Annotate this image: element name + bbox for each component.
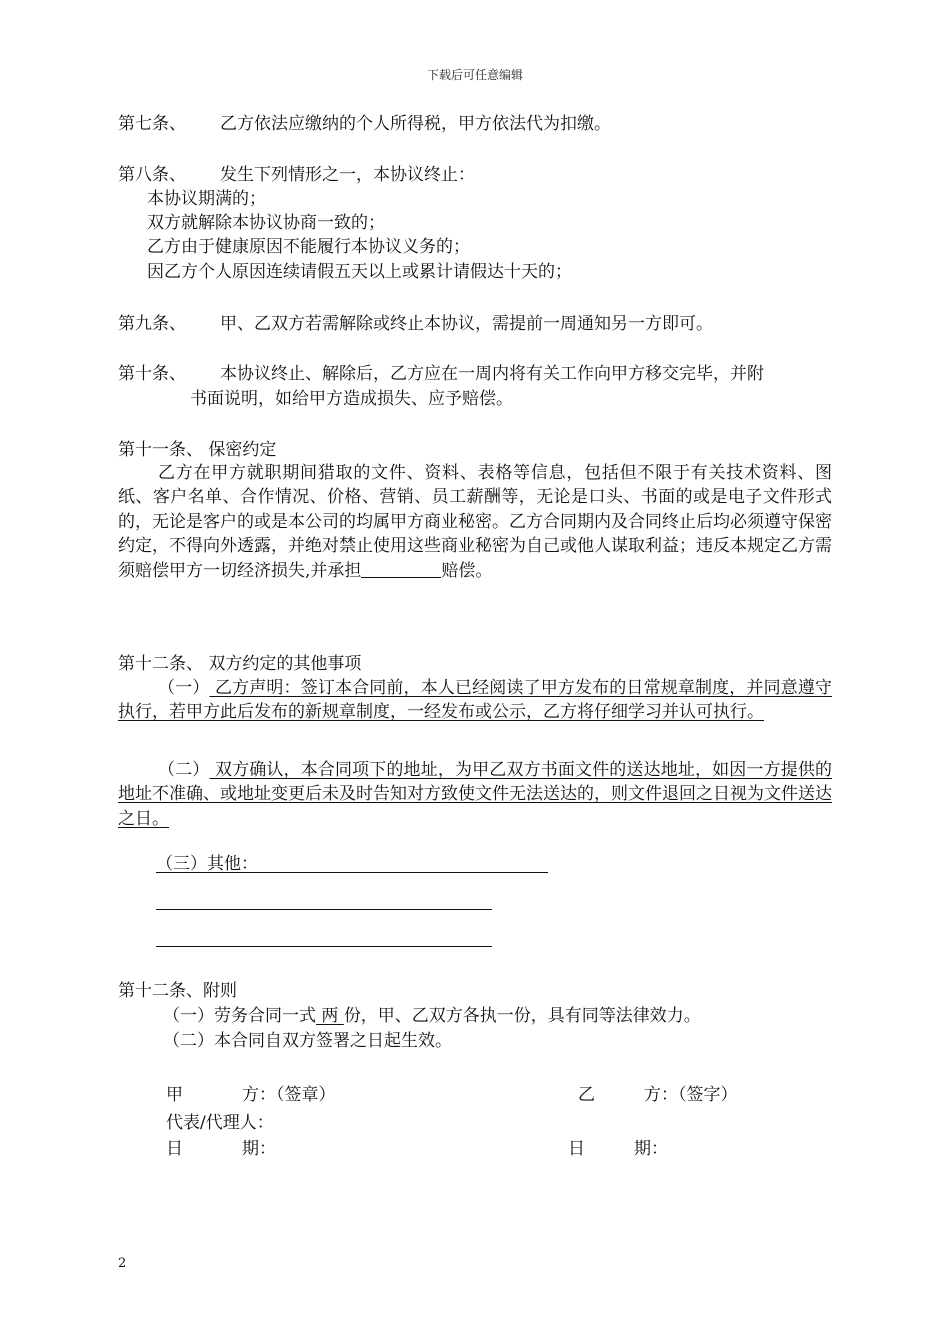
other-blank-line[interactable] [156, 872, 548, 873]
item-2-text: 双方确认，本合同项下的地址，为甲乙双方书面文件的送达地址，如因一方提供的地址不准确、或地址变更后未及时告知对方致使文件无法送达的，则文件退回之日视为文件送达之日。 [118, 760, 833, 829]
appendix-item-2: （二）本合同自双方签署之日起生效。 [163, 1031, 452, 1051]
party-a-label-2: 方：（签章） [242, 1085, 336, 1105]
appendix-title: 第十二条、附则 [118, 981, 237, 1001]
item-3-label: （三）其他： [156, 854, 258, 874]
liability-blank[interactable] [361, 561, 441, 578]
date-a-label-2: 期： [242, 1139, 276, 1159]
article-11-body [118, 461, 832, 583]
article-8-number: 第八条、 [118, 165, 186, 185]
article-9 [118, 314, 713, 334]
article-10-text-cont: 书面说明，如给甲方造成损失、应予赔偿。 [190, 389, 513, 409]
article-8-item: 双方就解除本协议协商一致的； [147, 213, 385, 233]
article-7-number: 第七条、 [118, 114, 186, 134]
article-11-text: 乙方在甲方就职期间猎取的文件、资料、表格等信息，包括但不限于有关技术资料、图纸、客户名单、合作情况、价格、营销、员工薪酬等，无论是口头、书面的或是电子文件形式的，无论是客户的或是本公司的均属甲方商业秘密。乙方合同期内及合同终止后均必须遵守保密约定，不得向外透露，并绝对禁止使用这些商业秘密为自己或他人谋取利益；违反本规定乙方需须赔偿甲方一切经济损失,并承担 [118, 463, 832, 581]
appendix-item-1-pre: （一）劳务合同一式 [163, 1006, 316, 1026]
party-a-label-1: 甲 [166, 1085, 183, 1105]
date-a-label-1: 日 [166, 1139, 183, 1159]
party-b-label-1: 乙 [578, 1085, 595, 1105]
article-7-text: 乙方依法应缴纳的个人所得税，甲方依法代为扣缴。 [220, 114, 611, 134]
article-9-number: 第九条、 [118, 314, 186, 334]
article-10 [118, 364, 764, 384]
item-1-label: （一） [158, 678, 210, 698]
page-number: 2 [118, 1256, 127, 1271]
article-12-item-1 [118, 676, 832, 725]
article-11-text-end: 赔偿。 [441, 560, 493, 581]
other-blank-line[interactable] [156, 909, 492, 910]
appendix-item-1-post: 份，甲、乙双方各执一份，具有同等法律效力。 [343, 1006, 701, 1026]
article-10-text: 本协议终止、解除后，乙方应在一周内将有关工作向甲方移交完毕，并附 [220, 364, 764, 384]
article-7 [118, 114, 611, 134]
article-8-text: 发生下列情形之一，本协议终止： [220, 165, 475, 185]
article-8-item: 本协议期满的； [147, 189, 266, 209]
article-9-text: 甲、乙双方若需解除或终止本协议，需提前一周通知另一方即可。 [220, 314, 713, 334]
article-12-item-2 [118, 758, 832, 831]
article-8 [118, 165, 475, 185]
article-8-item: 乙方由于健康原因不能履行本协议义务的； [147, 237, 470, 257]
copies-count: 两 [316, 1006, 344, 1026]
party-b-label-2: 方：（签字） [644, 1085, 738, 1105]
date-b-label-1: 日 [568, 1139, 585, 1159]
date-b-label-2: 期： [634, 1139, 668, 1159]
article-12-title: 第十二条、 双方约定的其他事项 [118, 654, 362, 674]
article-8-item: 因乙方个人原因连续请假五天以上或累计请假达十天的； [147, 262, 572, 282]
representative-label: 代表/代理人： [166, 1113, 274, 1133]
appendix-item-1 [163, 1006, 701, 1026]
item-2-label: （二） [158, 760, 210, 780]
other-blank-line[interactable] [156, 946, 492, 947]
item-1-text: 乙方声明：签订本合同前，本人已经阅读了甲方发布的日常规章制度，并同意遵守执行，若甲方此后发布的新规章制度，一经发布或公示，乙方将仔细学习并认可执行。 [118, 678, 833, 723]
header-note: 下载后可任意编辑 [426, 68, 523, 82]
article-11-title: 第十一条、 保密约定 [118, 440, 277, 460]
article-10-number: 第十条、 [118, 364, 186, 384]
